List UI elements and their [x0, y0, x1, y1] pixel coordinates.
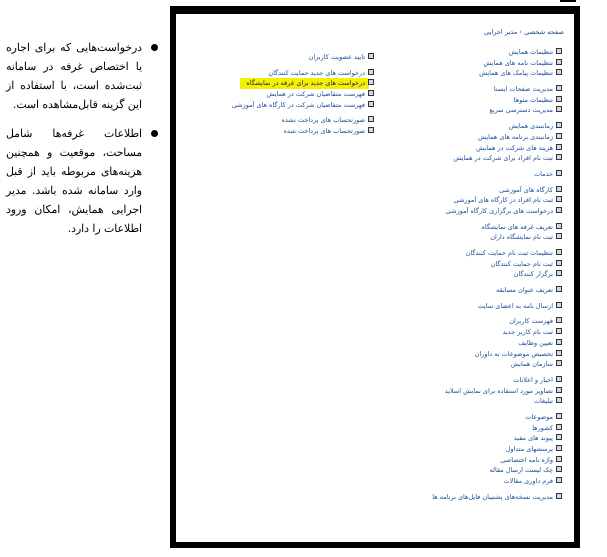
- menu-bullet-icon: [556, 144, 562, 150]
- menu-item-label: درخواست های برگزاری کارگاه آموزشی: [445, 206, 553, 215]
- menu-bullet-icon: [556, 186, 562, 192]
- menu-item-label: ثبت نام کاربر جدید: [502, 328, 553, 337]
- menu-bullet-icon: [556, 69, 562, 75]
- menu-item-label: فهرست کاربران: [509, 317, 553, 326]
- menu-bullet-icon: [556, 477, 562, 483]
- menu-bullet-icon: [556, 445, 562, 451]
- menu-item[interactable]: [392, 375, 562, 386]
- menu-bullet-icon: [556, 350, 562, 356]
- menu-item-label: زمانبندی برنامه های همایش: [478, 132, 553, 141]
- notes-list: [0, 38, 160, 248]
- menu-bullet-icon: [368, 90, 374, 96]
- menu-item-label: درخواست های جدید برای غرفه در نمایشگاه: [240, 78, 369, 89]
- menu-item-label: ثبت نام حمایت کنندگان: [490, 259, 553, 268]
- menu-bullet-icon: [556, 196, 562, 202]
- bullet-icon: [151, 130, 158, 137]
- menu-item[interactable]: [184, 68, 374, 79]
- menu-bullet-icon: [368, 53, 374, 59]
- menu-bullet-icon: [556, 233, 562, 239]
- menu-bullet-icon: [556, 270, 562, 276]
- menu-item-label: کشورها: [532, 423, 553, 432]
- menu-item[interactable]: [392, 433, 562, 444]
- menu-item-label: سازمان همایش: [510, 360, 553, 369]
- menu-bullet-icon: [368, 116, 374, 122]
- menu-item-label: تنظیمات نامه های همایش: [483, 58, 553, 67]
- menu-bullet-icon: [556, 59, 562, 65]
- breadcrumb-separator: ›: [519, 28, 523, 36]
- menu-bullet-icon: [556, 434, 562, 440]
- right-menu: [392, 47, 562, 502]
- menu-item[interactable]: [392, 412, 562, 423]
- menu-item[interactable]: [392, 396, 562, 407]
- menu-item[interactable]: [392, 95, 562, 106]
- menu-item-label: مدیریت صفحات ایستا: [493, 85, 553, 94]
- menu-item-label: صورتحساب های پرداخت شده: [283, 127, 365, 136]
- menu-bullet-icon: [556, 223, 562, 229]
- menu-bullet-icon: [368, 69, 374, 75]
- menu-bullet-icon: [556, 170, 562, 176]
- menu-item[interactable]: [392, 301, 562, 312]
- menu-item[interactable]: [184, 100, 374, 111]
- menu-item[interactable]: [392, 143, 562, 154]
- menu-item-label: اخبار و اعلانات: [513, 375, 553, 384]
- menu-item-label: ثبت نام افراد برای شرکت در همایش: [453, 154, 553, 163]
- menu-item-label: تنظیمات پیامک های همایش: [479, 69, 553, 78]
- menu-item-label: زمانبندی همایش: [508, 122, 553, 131]
- menu-item[interactable]: [392, 248, 562, 259]
- menu-item[interactable]: [392, 423, 562, 434]
- menu-bullet-icon: [556, 122, 562, 128]
- menu-item[interactable]: [392, 349, 562, 360]
- menu-bullet-icon: [556, 493, 562, 499]
- menu-item[interactable]: [392, 47, 562, 58]
- menu-item-label: تایید عضویت کاربران: [308, 53, 365, 61]
- menu-item-label: ارسال نامه به اعضای سایت: [477, 301, 553, 310]
- menu-item[interactable]: [392, 316, 562, 327]
- menu-item-label: برگزار کنندگان: [513, 270, 553, 279]
- menu-item-label: ثبت نام افراد در کارگاه های آموزشی: [453, 196, 553, 205]
- menu-item-label: صورتحساب های پرداخت نشده: [281, 116, 365, 125]
- menu-item-label: فهرست متقاضیان شرکت در کارگاه های آموزشی: [231, 100, 365, 109]
- menu-item[interactable]: [392, 492, 562, 503]
- menu-bullet-icon: [368, 127, 374, 133]
- menu-item[interactable]: [392, 68, 562, 79]
- menu-item-label: درخواست های جدید حمایت کنندگان: [268, 68, 365, 77]
- menu-item[interactable]: [184, 126, 374, 137]
- menu-item[interactable]: [392, 185, 562, 196]
- admin-panel: [176, 14, 574, 542]
- frame-corner: [560, 0, 576, 2]
- menu-bullet-icon: [556, 466, 562, 472]
- menu-bullet-icon: [556, 154, 562, 160]
- menu-item-label: فهرست متقاضیان شرکت در همایش: [266, 90, 365, 99]
- bullet-icon: [151, 44, 158, 51]
- menu-item-label: تعیین وظایف: [518, 338, 553, 347]
- menu-item-label: ثبت نام نمایشگاه داران: [490, 233, 553, 242]
- menu-item-label: تبلیغات: [533, 397, 553, 406]
- menu-item-label: مدیریت دسترسی سریع: [489, 106, 553, 115]
- menu-item-label: تنظیمات منوها: [513, 95, 553, 104]
- menu-item-label: پرسشهای متداول: [505, 445, 553, 453]
- menu-bullet-icon: [556, 360, 562, 366]
- menu-item[interactable]: [392, 84, 562, 95]
- menu-bullet-icon: [556, 133, 562, 139]
- menu-item[interactable]: [392, 465, 562, 476]
- menu-item-label: هزینه های شرکت در همایش: [476, 143, 553, 152]
- menu-item[interactable]: [392, 105, 562, 116]
- menu-item[interactable]: [392, 206, 562, 217]
- menu-item-label: پیوند های مفید: [513, 434, 553, 443]
- menu-bullet-icon: [556, 96, 562, 102]
- menu-bullet-icon: [556, 302, 562, 308]
- menu-item[interactable]: [392, 285, 562, 296]
- menu-item-label: مدیریت نسخه‌های پشتیبان فایل‌های برنامه ها: [432, 492, 553, 501]
- menu-item[interactable]: [184, 115, 374, 126]
- menu-bullet-icon: [556, 48, 562, 54]
- menu-item[interactable]: [392, 169, 562, 180]
- menu-item[interactable]: [392, 195, 562, 206]
- menu-item-label: تنظیمات همایش: [508, 48, 553, 56]
- breadcrumb-current: مدیر اجرایی: [484, 28, 518, 36]
- menu-item[interactable]: [392, 386, 562, 397]
- menu-item[interactable]: [184, 52, 374, 63]
- menu-bullet-icon: [556, 85, 562, 91]
- menu-item[interactable]: [392, 222, 562, 233]
- menu-item-label: خدمات: [533, 169, 553, 178]
- menu-bullet-icon: [556, 286, 562, 292]
- menu-item-label: تخصیص موضوعات به داوران: [474, 349, 553, 358]
- menu-item[interactable]: [184, 89, 374, 100]
- note-text: درخواست‌هایی که برای اجاره یا اختصاص غرفه در سامانه ثبت‌شده است، با استفاده از این گزینه قابل‌مشاهده است.: [6, 41, 142, 111]
- menu-item[interactable]: [392, 121, 562, 132]
- menu-bullet-icon: [556, 339, 562, 345]
- menu-item[interactable]: [392, 444, 562, 455]
- menu-item[interactable]: [392, 153, 562, 164]
- menu-item[interactable]: [184, 78, 374, 89]
- menu-bullet-icon: [556, 207, 562, 213]
- menu-item-label: فرم داوری مقالات: [503, 477, 553, 486]
- menu-bullet-icon: [368, 79, 374, 85]
- menu-item-label: چک لیست ارسال مقاله: [489, 466, 553, 475]
- menu-item[interactable]: [392, 327, 562, 338]
- menu-item-label: کارگاه های آموزشی: [499, 185, 553, 194]
- menu-item[interactable]: [392, 232, 562, 243]
- menu-item-label: تعریف غرفه های نمایشگاه: [481, 222, 553, 231]
- note-text: اطلاعات غرفه‌ها شامل مساحت، موقعیت و همچنین هزینه‌های مربوطه باید از قبل وارد سامانه شده باشد. مدیر اجرایی همایش، امکان ورود اطلاعات را دارد.: [6, 127, 142, 235]
- menu-item[interactable]: [392, 476, 562, 487]
- menu-item[interactable]: [392, 455, 562, 466]
- menu-bullet-icon: [368, 101, 374, 107]
- menu-item-label: تعریف عنوان مسابقه: [496, 286, 553, 295]
- menu-bullet-icon: [556, 260, 562, 266]
- menu-item-label: موضوعات: [525, 412, 553, 421]
- menu-item[interactable]: [392, 132, 562, 143]
- breadcrumb-home-link[interactable]: صفحه شخصی: [524, 28, 564, 36]
- menu-bullet-icon: [556, 413, 562, 419]
- menu-item[interactable]: [392, 359, 562, 370]
- menu-item[interactable]: [392, 259, 562, 270]
- menu-item[interactable]: [392, 269, 562, 280]
- menu-bullet-icon: [556, 397, 562, 403]
- note-item: [0, 38, 160, 114]
- breadcrumb: [484, 28, 564, 36]
- menu-bullet-icon: [556, 376, 562, 382]
- menu-bullet-icon: [556, 106, 562, 112]
- menu-bullet-icon: [556, 456, 562, 462]
- menu-item[interactable]: [392, 338, 562, 349]
- menu-item-label: تصاویر مورد استفاده برای نمایش اسلاید: [444, 386, 553, 395]
- left-menu: [184, 52, 374, 137]
- screenshot-frame: [170, 6, 580, 548]
- note-item: [0, 124, 160, 238]
- menu-bullet-icon: [556, 424, 562, 430]
- menu-bullet-icon: [556, 317, 562, 323]
- menu-bullet-icon: [556, 387, 562, 393]
- menu-item-label: واژه نامه اختصاصی: [500, 455, 553, 464]
- menu-item[interactable]: [392, 58, 562, 69]
- menu-bullet-icon: [556, 328, 562, 334]
- menu-item-label: تنظیمات ثبت نام حمایت کنندگان: [465, 249, 553, 257]
- menu-bullet-icon: [556, 249, 562, 255]
